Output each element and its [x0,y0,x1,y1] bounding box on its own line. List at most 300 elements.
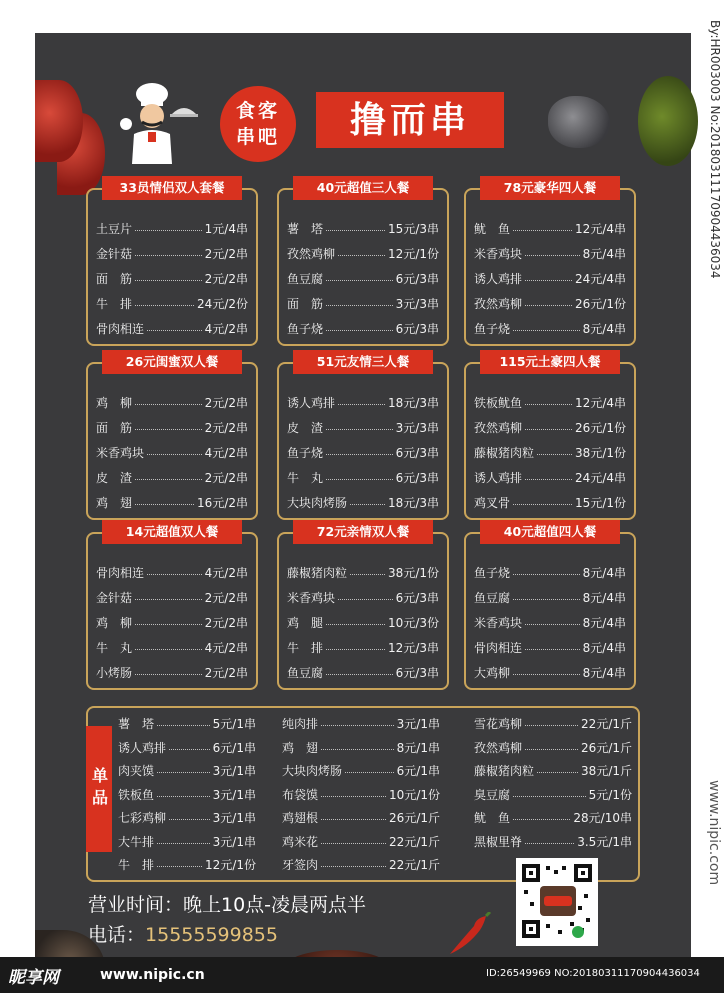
item-price: 2元/2串 [204,421,248,435]
item-name: 大块肉烤肠 [287,496,348,510]
dotted-leader [135,479,202,480]
package-box [86,354,258,520]
package-title: 72元亲情双人餐 [293,520,433,544]
item-price: 3.5元/1串 [577,834,632,849]
dotted-leader [513,819,570,820]
item-price: 3元/1串 [212,834,256,849]
item-price: 18元/3串 [388,496,439,510]
menu-item-row [287,390,439,415]
dotted-leader [147,574,202,575]
item-name: 铁板鱼 [118,787,155,802]
dotted-leader [338,599,393,600]
single-column-1 [118,712,256,877]
menu-item-row [287,560,439,585]
dotted-leader [321,725,394,726]
menu-item-row [474,241,626,266]
item-name: 肉夹馍 [118,764,155,779]
item-name: 藤椒猪肉粒 [287,566,348,580]
menu-item-row [474,830,632,854]
item-name: 鱿 鱼 [474,811,511,826]
item-price: 18元/3串 [388,396,439,410]
item-price: 10元/1份 [389,787,440,802]
dotted-leader [326,624,385,625]
site-url: www.nipic.cn [100,967,205,983]
item-price: 3元/1串 [212,787,256,802]
tomato-decoration-left [35,80,83,162]
menu-item-row [118,853,256,877]
package-box [277,354,449,520]
item-name: 金针菇 [96,591,133,605]
item-name: 诱人鸡排 [474,272,523,286]
item-name: 牛 排 [118,858,155,873]
phone-number: 15555599855 [145,924,278,946]
single-items-label: 单品 [86,726,112,852]
dotted-leader [147,330,202,331]
single-items-box [86,706,640,882]
dotted-leader [135,504,194,505]
item-price: 5元/1份 [588,787,632,802]
item-name: 米香鸡块 [287,591,336,605]
dotted-leader [169,749,210,750]
dotted-leader [326,280,393,281]
item-name: 藤椒猪肉粒 [474,446,535,460]
dotted-leader [135,649,202,650]
badge-line-2: 串吧 [235,126,280,148]
item-price: 12元/4串 [575,396,626,410]
item-price: 12元/1份 [388,247,439,261]
menu-item-row [474,635,626,660]
item-name: 牛 丸 [96,641,133,655]
package-title: 33员情侣双人套餐 [102,176,242,200]
item-price: 28元/10串 [573,811,632,826]
package-items [474,390,626,515]
package-items [287,216,439,341]
menu-item-row [474,806,632,830]
item-name: 面 筋 [96,421,133,435]
item-price: 38元/1份 [575,446,626,460]
item-name: 鱼豆腐 [287,666,324,680]
item-price: 3元/3串 [395,297,439,311]
item-price: 38元/1份 [388,566,439,580]
menu-item-row [96,291,248,316]
dotted-leader [157,772,210,773]
menu-item-row [96,316,248,341]
item-price: 2元/2串 [204,616,248,630]
dotted-leader [157,866,202,867]
item-price: 6元/3串 [395,471,439,485]
item-price: 4元/2串 [204,446,248,460]
item-name: 诱人鸡排 [118,740,167,755]
item-price: 26元/1份 [575,297,626,311]
dotted-leader [326,305,393,306]
menu-item-row [96,390,248,415]
menu-item-row [96,216,248,241]
item-price: 8元/4串 [582,616,626,630]
menu-item-row [96,440,248,465]
item-name: 鸡 翅 [96,496,133,510]
dotted-leader [135,230,202,231]
menu-item-row [474,585,626,610]
item-name: 纯肉排 [282,717,319,732]
package-box [277,524,449,690]
item-name: 诱人鸡排 [287,396,336,410]
item-price: 2元/2串 [204,591,248,605]
item-name: 米香鸡块 [474,247,523,261]
item-name: 牙签肉 [282,858,319,873]
item-price: 16元/2串 [197,496,248,510]
dotted-leader [513,230,572,231]
menu-item-row [474,736,632,760]
dotted-leader [135,429,202,430]
item-price: 10元/3份 [388,616,439,630]
menu-item-row [474,783,632,807]
dotted-leader [350,504,385,505]
menu-item-row [118,806,256,830]
menu-item-row [474,390,626,415]
item-price: 22元/1斤 [389,858,440,873]
item-price: 6元/1串 [212,740,256,755]
item-name: 薯 塔 [118,717,155,732]
item-name: 皮 渣 [96,471,133,485]
menu-item-row [96,465,248,490]
item-price: 8元/4串 [582,666,626,680]
menu-item-row [474,216,626,241]
dotted-leader [135,280,202,281]
item-price: 6元/3串 [395,272,439,286]
menu-item-row [474,610,626,635]
package-title: 26元闺蜜双人餐 [102,350,242,374]
item-name: 面 筋 [96,272,133,286]
menu-item-row [474,490,626,515]
item-price: 24元/4串 [575,272,626,286]
menu-item-row [287,266,439,291]
menu-item-row [287,291,439,316]
item-price: 8元/4串 [582,322,626,336]
item-name: 骨肉相连 [96,566,145,580]
dotted-leader [326,454,393,455]
item-price: 26元/1份 [575,421,626,435]
menu-item-row [474,712,632,736]
package-title: 78元豪华四人餐 [480,176,620,200]
item-price: 24元/2份 [197,297,248,311]
package-items [96,216,248,341]
menu-item-row [287,316,439,341]
package-items [287,560,439,685]
image-id: ID:26549969 NO:20180311170904436034 [486,968,700,979]
package-title: 40元超值四人餐 [480,520,620,544]
item-price: 12元/1份 [205,858,256,873]
side-site-watermark: www.nipic.com [706,780,722,886]
dotted-leader [321,819,386,820]
phone-line [88,920,278,947]
item-price: 2元/2串 [204,396,248,410]
dotted-leader [326,674,393,675]
menu-item-row [96,660,248,685]
item-price: 6元/3串 [395,322,439,336]
item-price: 5元/1串 [212,717,256,732]
item-price: 6元/3串 [395,591,439,605]
menu-item-row [474,759,632,783]
item-name: 藤椒猪肉粒 [474,764,535,779]
item-name: 孜然鸡柳 [474,297,523,311]
item-name: 孜然鸡柳 [474,421,523,435]
item-price: 22元/1斤 [389,834,440,849]
phone-label: 电话： [88,924,146,946]
dotted-leader [525,649,580,650]
item-price: 2元/2串 [204,666,248,680]
item-price: 22元/1斤 [581,717,632,732]
dotted-leader [135,404,202,405]
package-items [287,390,439,515]
item-name: 鸡 柳 [96,616,133,630]
item-name: 鱼子烧 [287,446,324,460]
menu-item-row [287,440,439,465]
menu-item-row [96,610,248,635]
menu-item-row [287,216,439,241]
package-box [464,524,636,690]
item-price: 4元/2串 [204,322,248,336]
item-name: 鸡米花 [282,834,319,849]
item-price: 3元/1串 [212,811,256,826]
dotted-leader [157,725,210,726]
item-price: 38元/1斤 [581,764,632,779]
item-price: 24元/4串 [575,471,626,485]
item-price: 12元/4串 [575,222,626,236]
menu-item-row [474,316,626,341]
dotted-leader [513,330,580,331]
dotted-leader [135,255,202,256]
single-column-3 [474,712,632,853]
item-price: 8元/4串 [582,566,626,580]
menu-item-row [282,712,440,736]
menu-item-row [287,415,439,440]
dotted-leader [513,796,586,797]
item-name: 米香鸡块 [474,616,523,630]
menu-item-row [282,783,440,807]
dotted-leader [525,305,572,306]
item-name: 孜然鸡柳 [474,740,523,755]
dotted-leader [345,772,394,773]
menu-item-row [474,291,626,316]
dotted-leader [321,843,386,844]
item-name: 牛 排 [96,297,133,311]
item-name: 米香鸡块 [96,446,145,460]
package-box [464,354,636,520]
dotted-leader [321,749,394,750]
chili-pepper-icon [446,912,492,958]
item-name: 鱼豆腐 [474,591,511,605]
menu-item-row [474,440,626,465]
dotted-leader [537,772,578,773]
item-name: 大块肉烤肠 [282,764,343,779]
menu-item-row [474,266,626,291]
item-name: 鱼子烧 [474,566,511,580]
item-name: 鸡叉骨 [474,496,511,510]
menu-item-row [96,415,248,440]
item-price: 2元/2串 [204,247,248,261]
menu-item-row [282,736,440,760]
item-price: 8元/4串 [582,641,626,655]
item-price: 3元/1串 [212,764,256,779]
item-price: 2元/2串 [204,471,248,485]
dotted-leader [525,725,578,726]
package-box [86,180,258,346]
menu-item-row [118,830,256,854]
item-name: 臭豆腐 [474,787,511,802]
dotted-leader [135,674,202,675]
item-name: 大鸡柳 [474,666,511,680]
menu-item-row [287,610,439,635]
garlic-decoration [548,96,610,148]
item-name: 鸡 腿 [287,616,324,630]
package-box [86,524,258,690]
item-price: 1元/4串 [204,222,248,236]
item-price: 8元/4串 [582,247,626,261]
item-name: 金针菇 [96,247,133,261]
menu-item-row [474,415,626,440]
dotted-leader [157,843,210,844]
item-name: 薯 塔 [287,222,324,236]
item-name: 黑椒里脊 [474,834,523,849]
package-title: 51元友情三人餐 [293,350,433,374]
single-column-2 [282,712,440,877]
menu-item-row [96,585,248,610]
menu-item-row [287,660,439,685]
dotted-leader [135,599,202,600]
side-watermark: By:HR003003 No:20180311170904436034 [708,20,722,279]
dotted-leader [135,305,194,306]
package-items [474,560,626,685]
dotted-leader [525,429,572,430]
package-title: 115元土豪四人餐 [480,350,620,374]
item-name: 鸡 柳 [96,396,133,410]
menu-item-row [96,635,248,660]
menu-item-row [118,783,256,807]
package-title: 14元超值双人餐 [102,520,242,544]
dotted-leader [525,843,574,844]
item-name: 布袋馍 [282,787,319,802]
site-logo: 昵享网 [8,968,59,988]
menu-item-row [282,759,440,783]
dotted-leader [525,255,580,256]
dotted-leader [169,819,210,820]
dotted-leader [525,280,572,281]
package-box [277,180,449,346]
item-name: 孜然鸡柳 [287,247,336,261]
chef-icon [118,78,198,164]
item-price: 6元/1串 [396,764,440,779]
menu-item-row [282,806,440,830]
item-name: 雪花鸡柳 [474,717,523,732]
shop-badge [220,86,296,162]
package-items [474,216,626,341]
item-price: 8元/4串 [582,591,626,605]
item-name: 鱼子烧 [474,322,511,336]
menu-item-row [287,241,439,266]
item-price: 15元/1份 [575,496,626,510]
item-price: 8元/1串 [396,740,440,755]
item-price: 4元/2串 [204,641,248,655]
dotted-leader [326,649,385,650]
herb-decoration [638,76,698,166]
item-price: 6元/3串 [395,446,439,460]
item-name: 鸡翅根 [282,811,319,826]
menu-item-row [474,560,626,585]
dotted-leader [326,230,385,231]
menu-item-row [96,266,248,291]
item-name: 骨肉相连 [474,641,523,655]
item-name: 面 筋 [287,297,324,311]
dotted-leader [147,454,202,455]
item-price: 15元/3串 [388,222,439,236]
menu-item-row [118,759,256,783]
item-name: 铁板鱿鱼 [474,396,523,410]
item-price: 6元/3串 [395,666,439,680]
item-name: 牛 丸 [287,471,324,485]
item-price: 4元/2串 [204,566,248,580]
menu-item-row [118,736,256,760]
menu-item-row [474,660,626,685]
menu-item-row [287,585,439,610]
dotted-leader [321,796,386,797]
item-price: 3元/3串 [395,421,439,435]
item-price: 2元/2串 [204,272,248,286]
dotted-leader [513,574,580,575]
menu-item-row [96,490,248,515]
menu-item-row [282,830,440,854]
dotted-leader [321,866,386,867]
item-name: 土豆片 [96,222,133,236]
menu-item-row [287,635,439,660]
menu-item-row [118,712,256,736]
qr-code-icon [516,858,598,946]
badge-line-1: 食客 [235,100,280,122]
dotted-leader [350,574,385,575]
business-hours: 营业时间：晚上10点-凌晨两点半 [88,894,367,916]
package-items [96,560,248,685]
package-title: 40元超值三人餐 [293,176,433,200]
dotted-leader [525,404,572,405]
menu-item-row [282,853,440,877]
menu-item-row [287,465,439,490]
item-price: 12元/3串 [388,641,439,655]
item-name: 骨肉相连 [96,322,145,336]
dotted-leader [135,624,202,625]
item-name: 鸡 翅 [282,740,319,755]
dotted-leader [525,624,580,625]
dotted-leader [513,504,572,505]
package-box [464,180,636,346]
dotted-leader [326,330,393,331]
item-name: 鱼子烧 [287,322,324,336]
dotted-leader [513,674,580,675]
menu-item-row [474,465,626,490]
item-name: 七彩鸡柳 [118,811,167,826]
item-name: 皮 渣 [287,421,324,435]
dotted-leader [157,796,210,797]
dotted-leader [537,454,572,455]
item-name: 大牛排 [118,834,155,849]
menu-item-row [96,241,248,266]
item-price: 26元/1斤 [389,811,440,826]
dotted-leader [525,479,572,480]
item-price: 3元/1串 [396,717,440,732]
dotted-leader [338,404,385,405]
item-name: 诱人鸡排 [474,471,523,485]
package-items [96,390,248,515]
menu-item-row [96,560,248,585]
item-name: 牛 排 [287,641,324,655]
